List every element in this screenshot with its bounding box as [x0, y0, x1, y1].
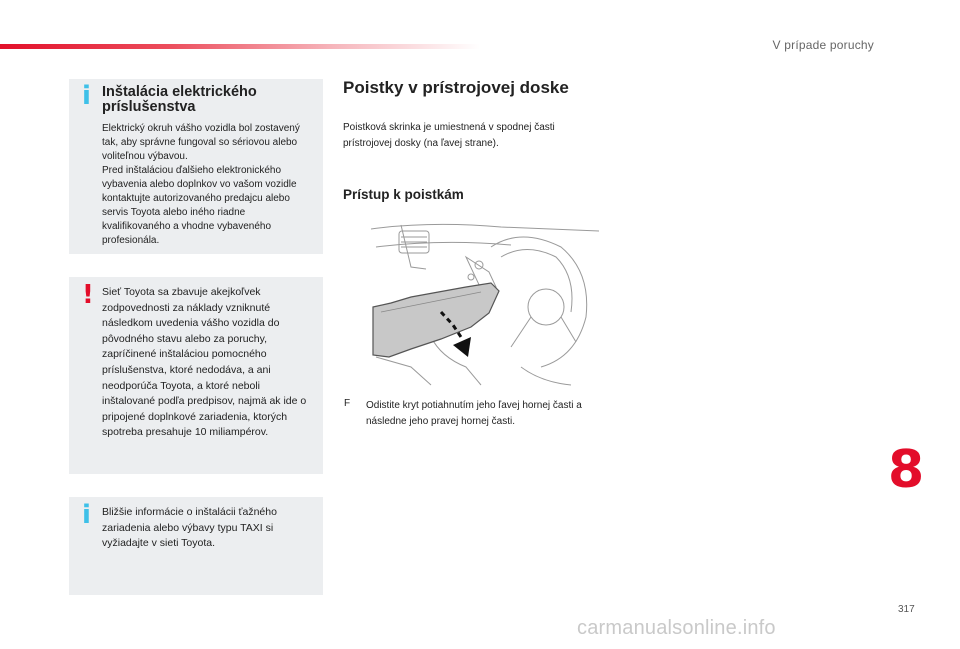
- box-title: Inštalácia elektrického príslušenstva: [102, 84, 257, 115]
- box-paragraph: Pred inštaláciou ďalšieho elektronického vybavenia alebo doplnkov vo vašom vozidle kontaktujte autorizovaného predajcu alebo servis Toyota alebo iného riadne kvalifikovaného a vhodne vybaveného profesionála.: [102, 165, 297, 246]
- chapter-number: 8: [888, 440, 925, 500]
- page-number: 317: [898, 604, 915, 615]
- warning-paragraph: Sieť Toyota sa zbavuje akejkoľvek zodpovednosti za náklady vzniknuté následkom uvedenia vášho vozidla do pôvodného stavu alebo za poruchy, zapríčinené inštaláciou pomocného príslušenstva, ktoré nedodáva, a ani neodporúča Toyota, a ktoré neboli inštalované podľa predpisov, najmä ak ide o pripojené doplnkové zariadenia, ktorých spotreba presahuje 10 miliampérov.: [102, 286, 307, 439]
- towing-text: [102, 505, 314, 552]
- info-icon: i: [82, 500, 91, 530]
- warning-icon: !: [82, 280, 94, 310]
- intro-text: Poistková skrinka je umiestnená v spodnej časti prístrojovej dosky (na ľavej strane).: [343, 122, 555, 149]
- header-accent-bar: [0, 44, 480, 49]
- box-paragraph: Elektrický okruh vášho vozidla bol zostavený tak, aby správne fungoval so sériovou alebo voliteľnou výbavou.: [102, 123, 300, 162]
- towing-paragraph: Bližšie informácie o inštalácii ťažného zariadenia alebo výbavy typu TAXI si vyžiadajte v sieti Toyota.: [102, 506, 277, 550]
- warning-text: [102, 285, 314, 441]
- section-title: V prípade poruchy: [772, 38, 874, 52]
- page-title: Poistky v prístrojovej doske: [343, 78, 569, 97]
- subsection-title: Prístup k poistkám: [343, 187, 464, 202]
- info-icon: i: [82, 81, 91, 111]
- box-text: [102, 122, 314, 248]
- instruction-step: Odistite kryt potiahnutím jeho ľavej hornej časti a následne jeho pravej hornej časti.: [366, 400, 582, 427]
- warning-box: [69, 277, 323, 474]
- info-box-electrical-accessories: [69, 79, 323, 254]
- fuse-box-illustration: [371, 217, 599, 387]
- watermark: carmanualsonline.info: [577, 617, 776, 639]
- info-box-towing: [69, 497, 323, 595]
- bullet-marker: F: [344, 398, 351, 409]
